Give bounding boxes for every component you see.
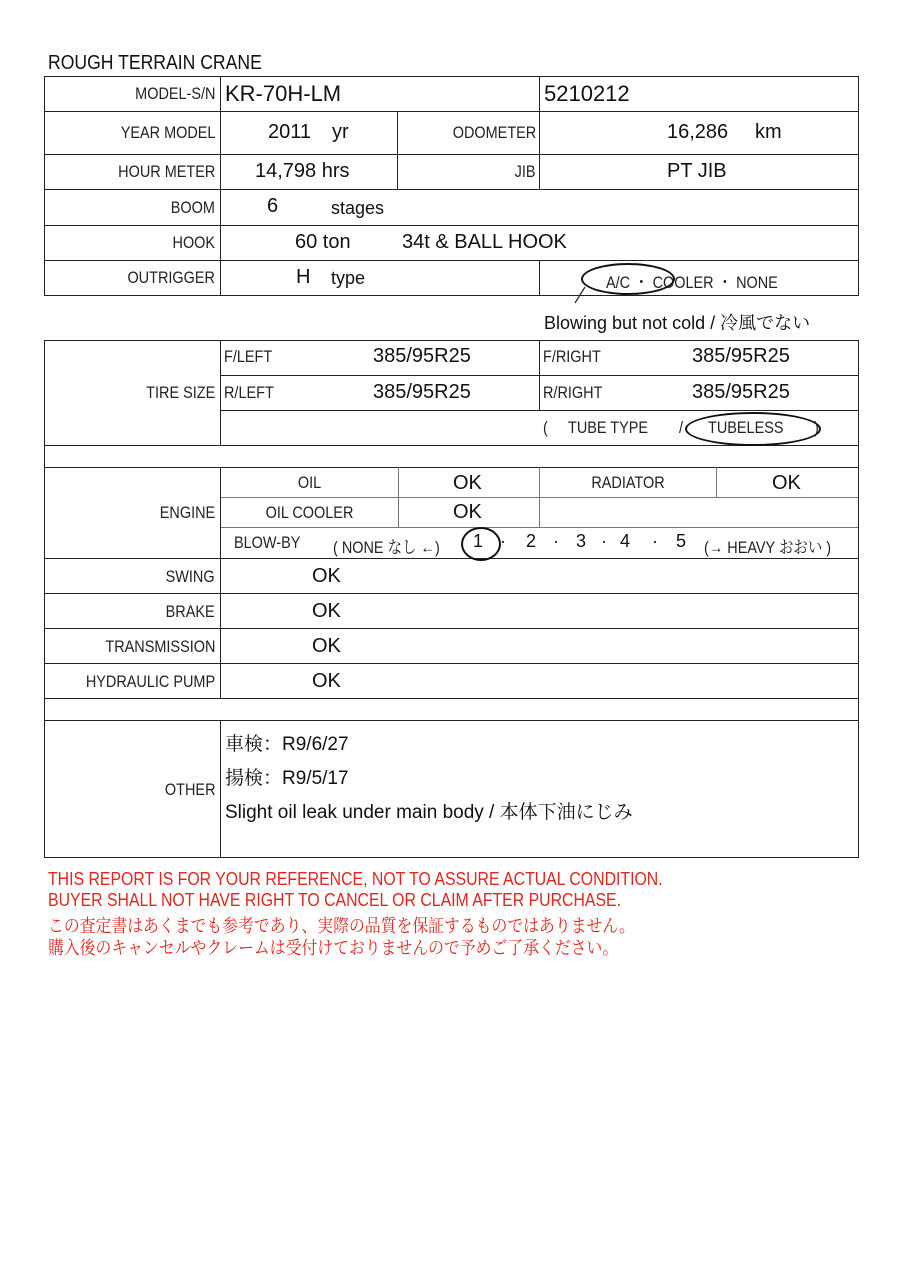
front-left-value: 385/95R25 (373, 345, 471, 367)
model-sn-label: MODEL-S/N (134, 84, 215, 103)
blow-by-5: 5 (676, 531, 687, 551)
radiator-value: OK (772, 472, 801, 494)
swing-value: OK (312, 565, 341, 587)
blow-by-dot: · (652, 531, 658, 551)
boom-label: BOOM (170, 198, 215, 217)
model-value: KR-70H-LM (225, 81, 342, 106)
disclaimer-line: 購入後のキャンセルやクレームは受付けておりませんので予めご了承ください。 (48, 938, 619, 958)
jib-label: JIB (515, 162, 536, 181)
blow-by-3: 3 (576, 531, 587, 551)
blow-by-dot: · (500, 531, 506, 551)
oil-label: OIL (297, 473, 322, 492)
tire-type-tube: TUBE TYPE (568, 418, 649, 437)
blow-by-dot: · (553, 531, 559, 551)
outrigger-value: H (296, 266, 311, 288)
front-right-value: 385/95R25 (692, 345, 790, 367)
hydraulic-pump-label: HYDRAULIC PUMP (85, 672, 215, 691)
other-line: 揚検：R9/5/17 (225, 768, 349, 789)
blow-by-1: 1 (473, 531, 484, 551)
hour-meter-label: HOUR METER (117, 162, 215, 181)
odometer-unit: km (755, 121, 782, 143)
tire-type-open: ( (543, 418, 548, 437)
blow-by-dot: · (601, 531, 607, 551)
ac-note: Blowing but not cold / 冷風でない (544, 313, 811, 333)
hour-meter-value: 14,798 hrs (255, 160, 350, 182)
ac-selected-circle (581, 263, 675, 295)
blow-by-2: 2 (526, 531, 537, 551)
transmission-label: TRANSMISSION (105, 637, 215, 656)
blow-by-4: 4 (620, 531, 631, 551)
hydraulic-pump-value: OK (312, 670, 341, 692)
hook-detail: 34t & BALL HOOK (402, 231, 567, 253)
transmission-value: OK (312, 635, 341, 657)
outrigger-label: OUTRIGGER (127, 268, 215, 287)
serial-value: 5210212 (544, 81, 630, 106)
blow-by-label: BLOW-BY (234, 533, 301, 552)
hook-label: HOOK (172, 233, 215, 252)
blow-by-low: ( NONE なし ←) (333, 538, 440, 557)
rear-right-label: R/RIGHT (543, 383, 603, 402)
hook-value: 60 ton (295, 231, 351, 253)
odometer-value: 16,286 (667, 121, 729, 143)
other-label: OTHER (164, 780, 215, 799)
other-line: Slight oil leak under main body / 本体下油にじみ (225, 802, 633, 823)
year-model-label: YEAR MODEL (120, 123, 215, 142)
oil-cooler-label: OIL COOLER (265, 503, 354, 522)
other-line: 車検：R9/6/27 (225, 734, 349, 755)
jib-value: PT JIB (667, 160, 727, 182)
ac-options: A/C ・ COOLER ・ NONE (606, 273, 778, 292)
radiator-label: RADIATOR (591, 473, 665, 492)
blow-by-selected-circle (461, 527, 501, 561)
rear-right-value: 385/95R25 (692, 381, 790, 403)
oil-value: OK (453, 472, 482, 494)
year-model-value: 2011 (268, 121, 312, 143)
tire-type-sep: / (679, 418, 684, 437)
swing-label: SWING (166, 567, 215, 586)
odometer-label: ODOMETER (452, 123, 536, 142)
brake-value: OK (312, 600, 341, 622)
boom-value: 6 (267, 195, 279, 217)
ac-note-leader-line (570, 285, 590, 305)
engine-label: ENGINE (159, 503, 215, 522)
tubeless-selected-circle (685, 412, 821, 446)
tire-type-tubeless: TUBELESS (708, 418, 784, 437)
outrigger-unit: type (331, 268, 366, 288)
oil-cooler-value: OK (453, 501, 482, 523)
blow-by-high: (→ HEAVY おおい ) (704, 538, 832, 557)
disclaimer-line: BUYER SHALL NOT HAVE RIGHT TO CANCEL OR CLAIM AFTER PURCHASE. (48, 890, 622, 910)
disclaimer-line: THIS REPORT IS FOR YOUR REFERENCE, NOT TO ASSURE ACTUAL CONDITION. (48, 869, 663, 889)
front-left-label: F/LEFT (224, 347, 273, 366)
boom-unit: stages (331, 198, 385, 218)
rear-left-label: R/LEFT (224, 383, 274, 402)
rear-left-value: 385/95R25 (373, 381, 471, 403)
year-model-unit: yr (332, 121, 349, 143)
front-right-label: F/RIGHT (543, 347, 601, 366)
brake-label: BRAKE (166, 602, 215, 621)
disclaimer-line: この査定書はあくまでも参考であり、実際の品質を保証するものではありません。 (48, 916, 636, 936)
tire-size-label: TIRE SIZE (145, 383, 215, 402)
document-title: ROUGH TERRAIN CRANE (48, 52, 262, 74)
tire-type-close: ) (814, 418, 819, 437)
